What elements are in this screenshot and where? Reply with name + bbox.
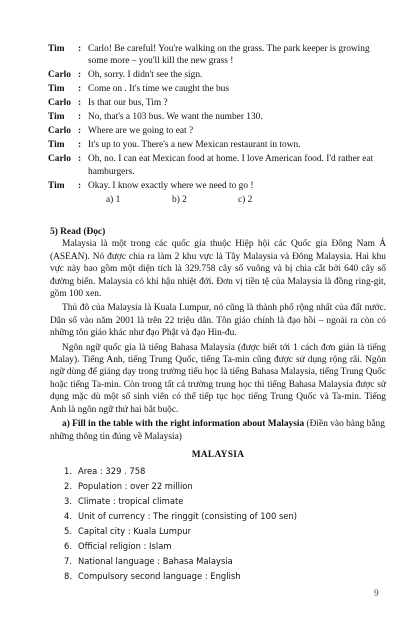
table-title: MALAYSIA	[191, 449, 245, 460]
section-heading: 5) Read (Đọc)	[50, 227, 106, 237]
list-item: 2. Population : over 22 million	[64, 481, 193, 492]
dialogue-line: Carlo : Oh, sorry. I didn't see the sign.	[48, 69, 386, 81]
task-rest: (Điền vào bảng bằng những thông tin đúng về Malaysia)	[50, 419, 385, 442]
speaker: Carlo	[48, 98, 71, 109]
dialogue-line: Tim : It's up to you. There's a new Mexican restaurant in town.	[48, 139, 386, 151]
paragraph: Ngôn ngữ quốc gia là tiếng Bahasa Malaysia (được biết tới 1 cách đơn giản là tiếng Malay). Tiếng Anh, tiếng Trung Quốc, tiếng Ta-min cũng được sử dụng rộng rãi. Ngôn ngữ dùng để giảng dạy trong trường tiểu học là tiếng Bahasa Malaysia, tiếng Trung Quốc hoặc tiếng Ta-min. Còn trong tất cả trường trung học thì tiếng Bahasa Malaysia được sử dụng mặc dù một số sinh viên có thể tiếp tục học tiếng Trung Quốc và Ta-min. Tiếng Anh là ngôn ngữ thứ hai bắt buộc.	[50, 342, 386, 415]
option-a: a) 1	[106, 194, 121, 205]
dialogue-line: Tim : Come on . It's time we caught the bus	[48, 83, 386, 95]
speaker: Tim	[48, 112, 65, 123]
list-item: 8. Compulsory second language : English	[64, 571, 241, 582]
dialogue-text: Oh, no. I can eat Mexican food at home. I love American food. I'd rather eat hamburgers.	[88, 154, 374, 177]
speaker: Carlo	[48, 126, 71, 137]
speaker: Tim	[48, 44, 65, 54]
read-section	[50, 226, 386, 585]
dialogue-line: Tim : Carlo! Be careful! You're walking on the grass. The park keeper is growing some more – you'll kill the new grass !	[48, 43, 386, 68]
answer-options	[106, 194, 386, 206]
dialogue	[48, 43, 386, 206]
list-item: 6. Official religion : Islam	[64, 541, 172, 552]
dialogue-text: Come on . It's time we caught the bus	[88, 84, 229, 95]
dialogue-text: Is that our bus, Tim ?	[88, 98, 168, 109]
dialogue-text: Okay. I know exactly where we need to go !	[88, 180, 254, 191]
speaker: Tim	[48, 140, 65, 151]
page-number: 9	[374, 589, 379, 599]
dialogue-line: Carlo : Oh, no. I can eat Mexican food at home. I love American food. I'd rather eat hamburgers.	[48, 153, 386, 178]
dialogue-line: Tim : No, that's a 103 bus. We want the number 130.	[48, 111, 386, 123]
fact-list	[50, 465, 386, 582]
paragraph: Malaysia là một trong các quốc gia thuộc Hiệp hội các Quốc gia Đông Nam Á (ASEAN). Nó được chia ra làm 2 khu vực là Tây Malaysia và Đông Malaysia. Hai khu vực này bao gồm một diện tích là 329.758 cây số vuông và bị chia cắt bởi 640 cây số đường biển. Malaysia có khí hậu nhiệt đới. Đơn vị tiền tệ của Malaysia là đồng ring-git, gồm 100 xen.	[50, 239, 386, 300]
dialogue-text: Where are we going to eat ?	[88, 126, 194, 137]
dialogue-line: Carlo : Where are we going to eat ?	[48, 125, 386, 137]
dialogue-text: Carlo! Be careful! You're walking on the grass. The park keeper is growing some more – you'll kill the new grass !	[88, 44, 370, 67]
list-item: 7. National language : Bahasa Malaysia	[64, 556, 233, 567]
list-item: 1. Area : 329 . 758	[64, 466, 146, 477]
dialogue-line: Tim : Okay. I know exactly where we need to go !	[48, 180, 386, 192]
paragraph: Thủ đô của Malaysia là Kuala Lumpur, nó cũng là thành phố rộng nhất của đất nước. Dân số vào năm 2001 là trên 22 triệu dân. Tôn giáo chính là đạo hồi – ngoài ra còn có những tôn giáo khác như đạo Phật và đạo Hin-đu.	[50, 303, 386, 339]
list-item: 3. Climate : tropical climate	[64, 496, 184, 507]
option-b: b) 2	[172, 194, 187, 205]
dialogue-text: It's up to you. There's a new Mexican restaurant in town.	[88, 140, 301, 151]
list-item: 4. Unit of currency : The ringgit (consisting of 100 sen)	[64, 511, 298, 522]
task-bold: a) Fill in the table with the right information about Malaysia	[62, 419, 305, 430]
task-instruction	[50, 418, 386, 443]
speaker: Tim	[48, 84, 65, 95]
dialogue-line: Carlo : Is that our bus, Tim ?	[48, 97, 386, 109]
dialogue-text: No, that's a 103 bus. We want the number 130.	[88, 112, 263, 123]
speaker: Tim	[48, 180, 65, 191]
speaker: Carlo	[48, 70, 71, 81]
speaker: Carlo	[48, 154, 71, 165]
list-item: 5. Capital city : Kuala Lumpur	[64, 526, 192, 537]
option-c: c) 2	[238, 194, 253, 205]
dialogue-text: Oh, sorry. I didn't see the sign.	[88, 70, 203, 81]
